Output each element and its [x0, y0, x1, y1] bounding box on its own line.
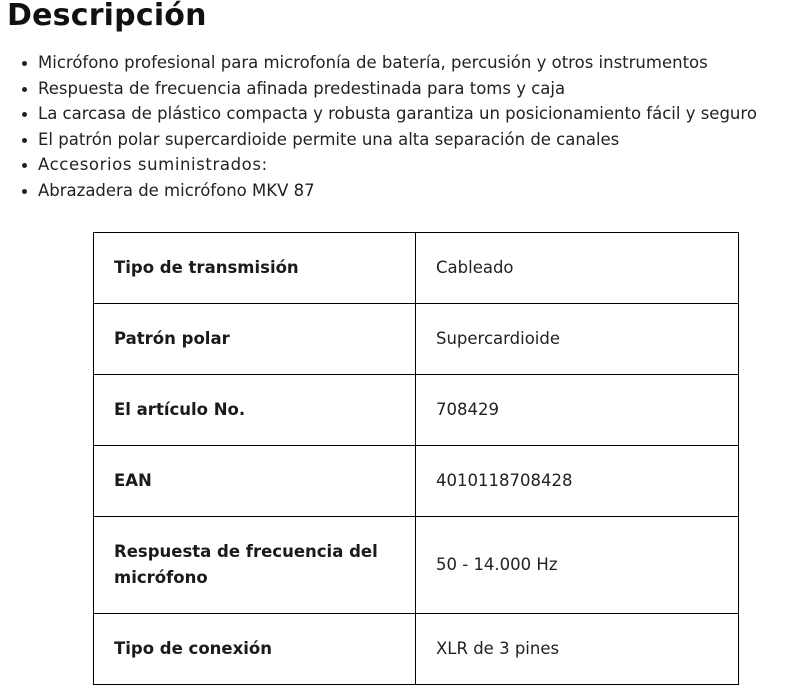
- list-item: • Abrazadera de micrófono MKV 87: [38, 178, 757, 204]
- spec-value: XLR de 3 pines: [416, 614, 739, 685]
- table-row: [94, 517, 739, 614]
- list-item: • Respuesta de frecuencia afinada predestinada para toms y caja: [38, 76, 757, 102]
- list-item: • Accesorios suministrados:: [38, 152, 757, 178]
- specs-table: [93, 232, 739, 685]
- list-item: • La carcasa de plástico compacta y robusta garantiza un posicionamiento fácil y seguro: [38, 101, 757, 127]
- list-item: • El patrón polar supercardioide permite una alta separación de canales: [38, 127, 757, 153]
- table-row: [94, 233, 739, 304]
- spec-label: EAN: [94, 446, 416, 517]
- spec-value: 4010118708428: [416, 446, 739, 517]
- page-title: Descripción: [7, 0, 207, 33]
- table-row: [94, 614, 739, 685]
- spec-value: Supercardioide: [416, 304, 739, 375]
- spec-label: Respuesta de frecuencia del micrófono: [94, 517, 416, 614]
- spec-value: Cableado: [416, 233, 739, 304]
- spec-label: El artículo No.: [94, 375, 416, 446]
- spec-label: Tipo de conexión: [94, 614, 416, 685]
- spec-label: Tipo de transmisión: [94, 233, 416, 304]
- table-row: [94, 304, 739, 375]
- spec-label: Patrón polar: [94, 304, 416, 375]
- table-row: [94, 375, 739, 446]
- list-item: • Micrófono profesional para microfonía de batería, percusión y otros instrumentos: [38, 50, 757, 76]
- table-row: [94, 446, 739, 517]
- spec-value: 708429: [416, 375, 739, 446]
- feature-list: [0, 50, 757, 204]
- spec-value: 50 - 14.000 Hz: [416, 517, 739, 614]
